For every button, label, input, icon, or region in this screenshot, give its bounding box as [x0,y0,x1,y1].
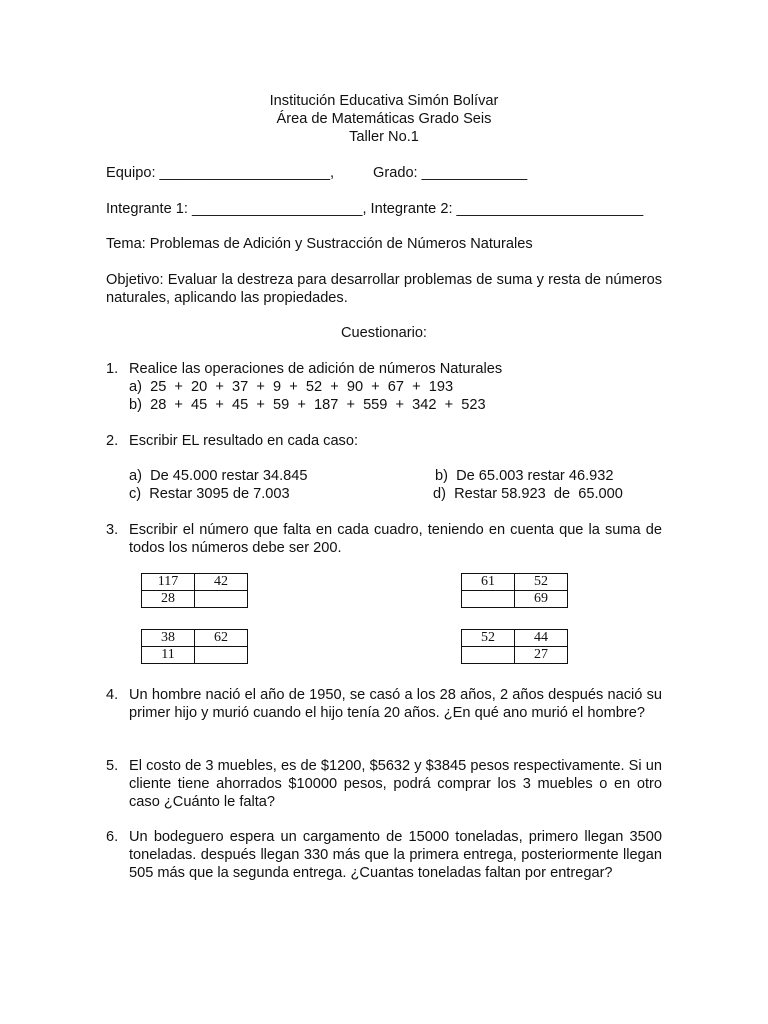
members-field: Integrante 1: _____________________, Integrante 2: _______________________ [106,201,644,217]
area-title: Área de Matemáticas Grado Seis [276,111,492,127]
grid-cell: 27 [515,647,568,664]
institution-name: Institución Educativa Simón Bolívar [269,93,499,109]
question-4-text: Un hombre nació el año de 1950, se casó a los 28 años, 2 años después nació su primer hijo y murió cuando el hijo tenía 20 años. ¿En qué ano murió el hombre? [129,687,662,721]
topic: Tema: Problemas de Adición y Sustracción de Números Naturales [106,236,533,252]
question-2-a: a) De 45.000 restar 34.845 [129,468,308,484]
question-2-b: b) De 65.003 restar 46.932 [435,468,614,484]
question-3-text: Escribir el número que falta en cada cuadro, teniendo en cuenta que la suma de todos los números debe ser 200. [129,522,662,556]
questionnaire-title: Cuestionario: [341,325,427,341]
question-number: 4. [106,687,119,703]
objective: Objetivo: Evaluar la destreza para desarrollar problemas de suma y resta de números naturales, aplicando las propiedades. [106,272,662,306]
question-5-text: El costo de 3 muebles, es de $1200, $5632 y $3845 pesos respectivamente. Si un cliente tiene ahorrados $10000 pesos, podrá comprar los 3 muebles o en otro caso ¿Cuánto le falta? [129,758,662,810]
number-grid [141,629,248,664]
number-grid [461,573,568,608]
team-field: Equipo: _____________________, [106,165,335,181]
grid-cell: 61 [462,574,515,591]
question-number: 5. [106,758,119,774]
question-1-a: a) 25 + 20 + 37 + 9 + 52 + 90 + 67 + 193 [129,379,454,395]
question-2-text: Escribir EL resultado en cada caso: [129,433,359,449]
grid-cell[interactable] [195,647,248,664]
grid-cell: 28 [142,591,195,608]
grid-cell: 38 [142,630,195,647]
question-2-d: d) Restar 58.923 de 65.000 [433,486,623,502]
grid-cell: 52 [462,630,515,647]
number-grid [461,629,568,664]
question-2-c: c) Restar 3095 de 7.003 [129,486,290,502]
grade-field: Grado: _____________ [373,165,528,181]
grid-cell: 52 [515,574,568,591]
grid-cell: 42 [195,574,248,591]
number-grid [141,573,248,608]
question-number: 6. [106,829,119,845]
question-6-text: Un bodeguero espera un cargamento de 15000 toneladas, primero llegan 3500 toneladas. después llegan 330 más que la primera entrega, posteriormente llegan 505 más que la segunda entrega. ¿Cuantas toneladas faltan por entregar? [129,829,662,881]
question-1-text: Realice las operaciones de adición de números Naturales [129,361,503,377]
grid-cell: 117 [142,574,195,591]
grid-cell[interactable] [462,647,515,664]
grid-cell[interactable] [195,591,248,608]
question-1-b: b) 28 + 45 + 45 + 59 + 187 + 559 + 342 + 523 [129,397,486,413]
workshop-title: Taller No.1 [349,129,419,145]
grid-cell: 44 [515,630,568,647]
grid-cell: 62 [195,630,248,647]
question-number: 1. [106,361,119,377]
grid-cell[interactable] [462,591,515,608]
question-number: 3. [106,522,119,538]
grid-cell: 69 [515,591,568,608]
question-number: 2. [106,433,119,449]
grid-cell: 11 [142,647,195,664]
